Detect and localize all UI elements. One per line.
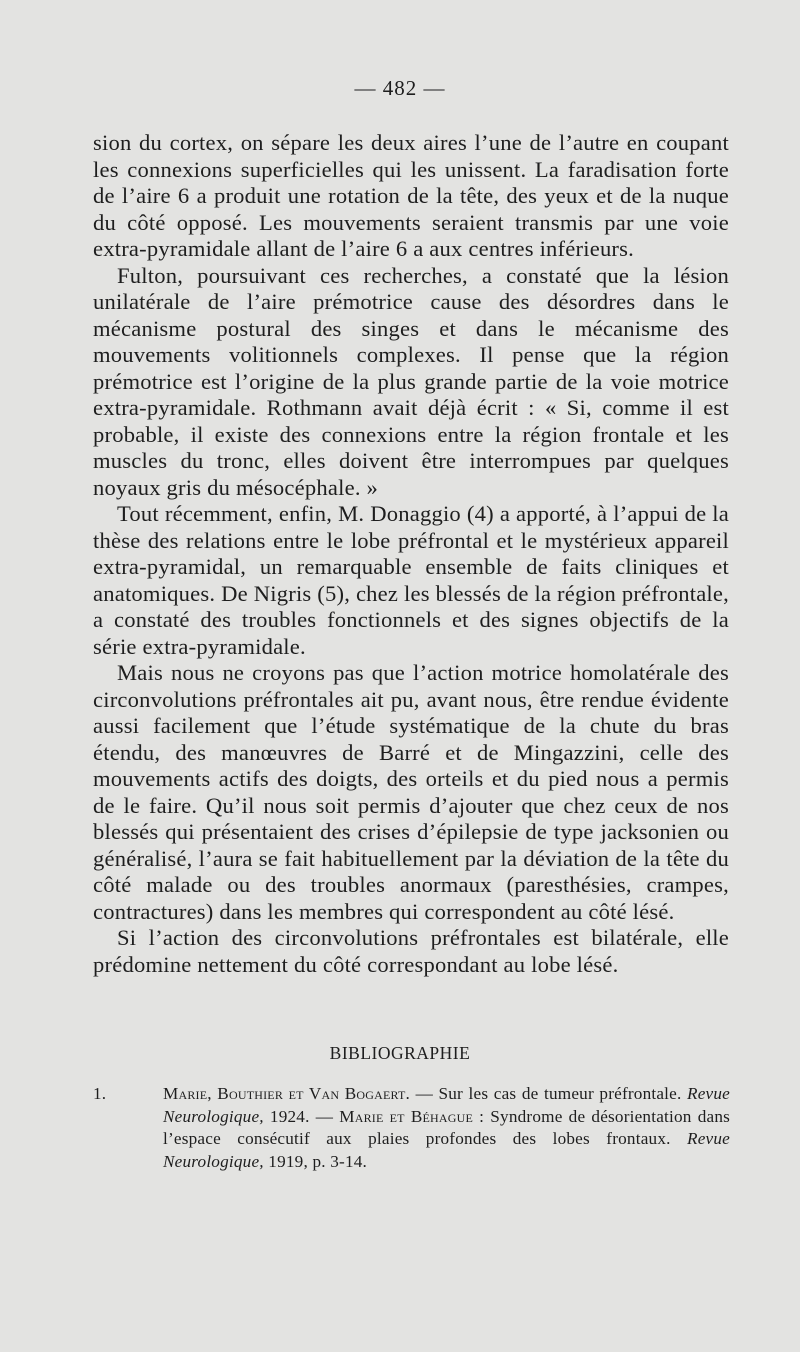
paragraph: sion du cortex, on sépare les deux aires l’une de l’autre en coupant les connexions superficielles qui les unissent. La faradisation forte de l’aire 6 a produit une rotation de la tête, des yeux et de la nuque du côté opposé. Les mouvements seraient transmis par une voie extra-pyramidale allant de l’aire 6 a aux centres inférieurs. [93,130,729,261]
bibliography [93,1083,730,1173]
entry-year: 1924. — [263,1106,340,1126]
entry-journal: Revue Neurologique, [163,1084,731,1126]
bibliography-entry [93,1083,730,1173]
entry-number: 1. [93,1084,107,1103]
paragraph: Tout récemment, enfin, M. Donaggio (4) a apporté, à l’appui de la thèse des relations entre le lobe préfrontal et le mystérieux appareil extra-pyramidal, un remarquable ensemble de faits cliniques et anatomiques. De Nigris (5), chez les blessés de la région préfrontale, a constaté des troubles fonctionnels et des signes objectifs de la série extra-pyramidale. [93,501,729,659]
body-text [93,130,729,978]
entry-authors: Marie et Béhague : [339,1106,485,1126]
entry-title: — Sur les cas de tumeur préfrontale. [410,1084,688,1103]
entry-title: Syndrome de désorientation dans l’espace consécutif aux plaies profondes des lobes frontaux. [163,1106,730,1148]
bibliography-title: BIBLIOGRAPHIE [329,1043,471,1063]
entry-year: 1919, p. 3-14. [263,1151,368,1171]
page-number: — 482 — [354,76,446,100]
paragraph: Si l’action des circonvolutions préfrontales est bilatérale, elle prédomine nettement du côté correspondant au lobe lésé. [93,925,729,977]
entry-journal: Revue Neurologique, [163,1129,730,1171]
paragraph: Mais nous ne croyons pas que l’action motrice homolatérale des circonvolutions préfrontales ait pu, avant nous, être rendue évidente aussi facilement que l’étude systématique de la chute du bras étendu, des manœuvres de Barré et de Mingazzini, celle des mouvements actifs des doigts, des orteils et du pied nous a permis de le faire. Qu’il nous soit permis d’ajouter que chez ceux de nos blessés qui présentaient des crises d’épilepsie de type jacksonien ou généralisé, l’aura se fait habituellement par la déviation de la tête du côté malade ou des troubles anormaux (paresthésies, crampes, contractures) dans les membres qui correspondent au côté lésé. [93,660,729,924]
entry-authors: Marie, Bouthier et Van Bogaert. [163,1084,411,1103]
paragraph: Fulton, poursuivant ces recherches, a constaté que la lésion unilatérale de l’aire prémotrice cause des désordres dans le mécanisme postural des singes et dans le mécanisme des mouvements volitionnels complexes. Il pense que la région prémotrice est l’origine de la plus grande partie de la voie motrice extra-pyramidale. Rothmann avait déjà écrit : « Si, comme il est probable, il existe des connexions entre la région frontale et les muscles du tronc, elles doivent être interrompues par quelques noyaux gris du mésocéphale. » [93,262,729,500]
